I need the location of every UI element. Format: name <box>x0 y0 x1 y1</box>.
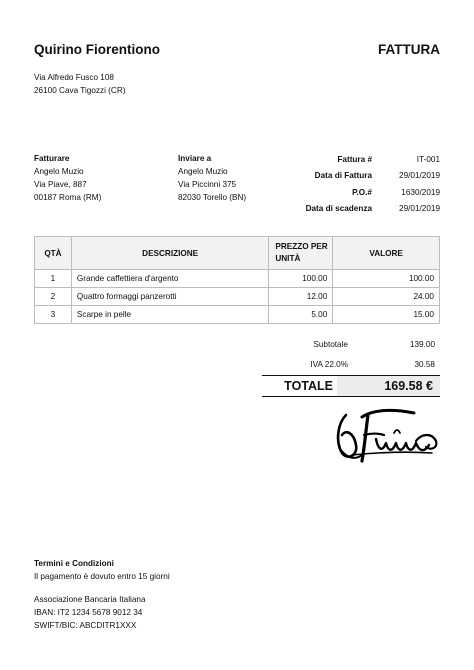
invoice-number-row <box>262 151 440 168</box>
tax-row <box>262 355 440 373</box>
table-row <box>35 270 440 288</box>
total-label: TOTALE <box>284 379 333 393</box>
ship-to-name: Angelo Muzio <box>178 167 228 176</box>
bill-to-label: Fatturare <box>34 154 70 163</box>
sender-address-line2: 26100 Cava Tigozzi (CR) <box>34 86 126 95</box>
subtotal-value: 139.00 <box>409 339 435 349</box>
invoice-date-row <box>262 168 440 185</box>
signature-image <box>332 403 442 468</box>
subtotal-label: Subtotale <box>313 339 348 349</box>
terms-text: Il pagamento è dovuto entro 15 giorni <box>34 572 170 581</box>
qty-header: QTÀ <box>35 237 72 270</box>
company-name: Quirino Fiorentiono <box>34 42 160 57</box>
ship-to-block <box>178 152 246 204</box>
bank-swift: SWIFT/BIC: ABCDITR1XXX <box>34 621 137 630</box>
table-header-row <box>35 237 440 270</box>
line-items-table <box>34 236 440 324</box>
po-number-label: P.O.# <box>352 187 372 197</box>
ship-to-street: Via Piccinni 375 <box>178 180 237 189</box>
total-value: 169.58 € <box>337 376 440 396</box>
row-description: Grande caffettiera d'argento <box>71 270 268 288</box>
row-value: 15.00 <box>333 306 440 324</box>
description-header: DESCRIZIONE <box>71 237 268 270</box>
terms-block <box>34 557 170 583</box>
table-row <box>35 288 440 306</box>
bill-to-street: Via Piave, 887 <box>34 180 87 189</box>
tax-value: 30.58 <box>414 359 435 369</box>
row-qty: 3 <box>35 306 72 324</box>
unit-price-header: PREZZO PER UNITÀ <box>269 237 333 270</box>
ship-to-label: Inviare a <box>178 154 212 163</box>
value-header: VALORE <box>333 237 440 270</box>
invoice-date-label: Data di Fattura <box>314 171 372 181</box>
po-number-row <box>262 184 440 201</box>
bank-name: Associazione Bancaria Italiana <box>34 595 146 604</box>
invoice-meta <box>262 151 440 217</box>
row-value: 100.00 <box>333 270 440 288</box>
due-date-row <box>262 201 440 218</box>
row-description: Quattro formaggi panzerotti <box>71 288 268 306</box>
sender-address <box>34 71 125 97</box>
sender-address-line1: Via Alfredo Fusco 108 <box>34 73 114 82</box>
table-row <box>35 306 440 324</box>
bill-to-city: 00187 Roma (RM) <box>34 193 102 202</box>
bill-to-name: Angelo Muzio <box>34 167 84 176</box>
tax-label: IVA 22.0% <box>310 359 348 369</box>
ship-to-city: 82030 Torello (BN) <box>178 193 247 202</box>
total-row <box>262 375 440 397</box>
invoice-date-value: 29/01/2019 <box>399 171 440 181</box>
due-date-value: 29/01/2019 <box>399 204 440 214</box>
bank-iban: IBAN: IT2 1234 5678 9012 34 <box>34 608 143 617</box>
row-qty: 1 <box>35 270 72 288</box>
document-title: FATTURA <box>378 42 440 57</box>
due-date-label: Data di scadenza <box>305 204 372 214</box>
invoice-number-value: IT-001 <box>416 154 440 164</box>
bank-details <box>34 593 146 632</box>
row-unit-price: 100.00 <box>269 270 333 288</box>
row-value: 24.00 <box>333 288 440 306</box>
row-unit-price: 5.00 <box>269 306 333 324</box>
subtotal-row <box>262 335 440 353</box>
bill-to-block <box>34 152 101 204</box>
po-number-value: 1630/2019 <box>401 187 440 197</box>
terms-title: Termini e Condizioni <box>34 559 114 568</box>
row-qty: 2 <box>35 288 72 306</box>
row-unit-price: 12.00 <box>269 288 333 306</box>
invoice-number-label: Fattura # <box>337 154 372 164</box>
row-description: Scarpe in pelle <box>71 306 268 324</box>
